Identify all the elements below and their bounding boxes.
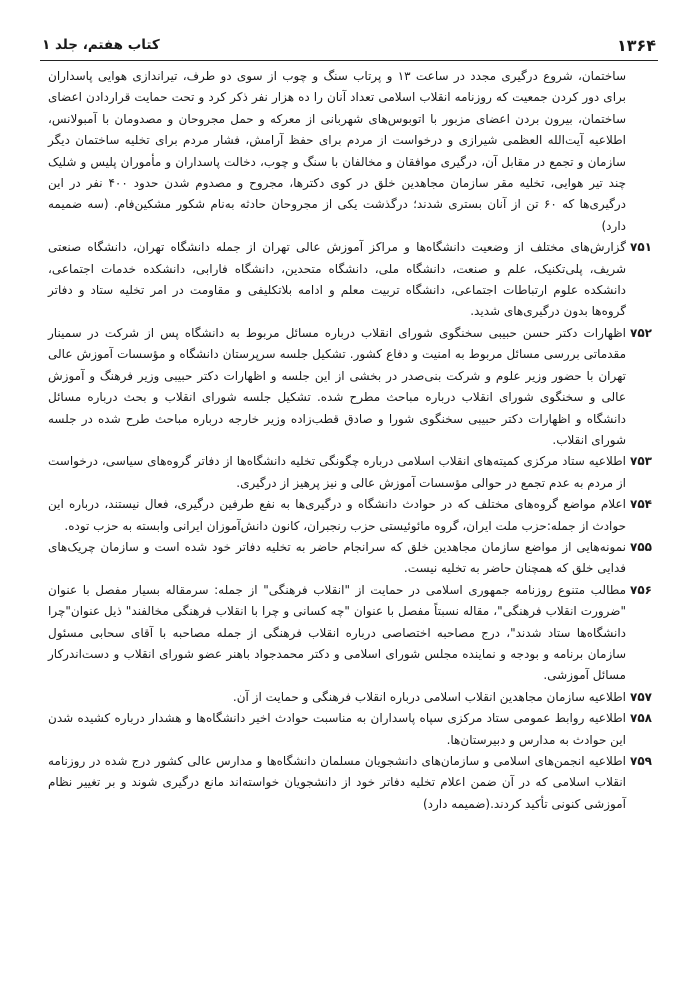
entry-text: گزارش‌های مختلف از وضعیت دانشگاه‌ها و مراکز آموزش عالی تهران از جمله دانشگاه تهران، دانشگاه صنعتی شریف، پلی‌تکنیک، علم و صنعت، دانشگاه ملی، دانشگاه متحدین، دانشگاه فارابی، دانشکده خدمات اجتماعی، دانشکده علوم ارتباطات اجتماعی، دانشگاه تربیت معلم و ادامه بلاتکلیفی و مقاومت در امر تخلیه ستاد و دفاتر گروه‌ها بدون درگیری‌های شدید. bbox=[48, 240, 626, 319]
entry-number: ۷۵۹ bbox=[630, 754, 652, 768]
body-text bbox=[48, 66, 652, 815]
entry-756 bbox=[48, 580, 652, 687]
entry-755 bbox=[48, 537, 652, 580]
entry-754 bbox=[48, 494, 652, 537]
entry-number: ۷۵۷ bbox=[630, 689, 652, 704]
intro-paragraph: ساختمان، شروع درگیری مجدد در ساعت ۱۳ و پرتاب سنگ و چوب از سوی دو طرف، تیراندازی هوایی پاسداران برای دور کردن جمعیت که روزنامه انقلاب اسلامی تعداد آنان را ده هزار نفر ذکر کرد و تحت حمایت قراردادن اعضای ساختمان، بیرون بردن اعضای مزبور با اتوبوس‌های شهربانی از معرکه و حمل مجروحان و مصدومان با آمبولانس، اطلاعیه آیت‌الله العظمی شیرازی و درخواست از مردم برای حفظ آرامش، فشار مردم برای تخلیه ساختمان دیگر سازمان و تجمع در مقابل آن، درگیری موافقان و مخالفان با سنگ و چوب، دخالت پاسداران و مأموران پلیس و شلیک چند تیر هوایی، تخلیه مقر سازمان مجاهدین خلق در کوی دکترها، مجروح و مصدوم شدن حدود ۴۰۰ نفر در این درگیری‌ها که ۶۰ تن از آنان بستری شدند؛ درگذشت یکی از مجروحان حادثه به‌نام شکور مشکین‌فام. (سه ضمیمه دارد) bbox=[48, 69, 627, 233]
entry-758 bbox=[48, 708, 652, 751]
entry-751 bbox=[48, 237, 652, 323]
entry-number: ۷۵۳ bbox=[630, 454, 652, 469]
entry-number: ۷۵۵ bbox=[630, 539, 652, 554]
entry-text: اعلام مواضع گروه‌های مختلف که در حوادث دانشگاه و درگیری‌ها به نفع طرفین درگیری، فعال نیستند، درباره این حوادث از جمله:حزب ملت ایران، گروه مائوئیستی حزب رنجبران، کانون دانش‌آموزان ایرانی وابسته به حزب توده. bbox=[48, 497, 626, 533]
entry-number: ۷۵۴ bbox=[630, 497, 652, 512]
entry-753 bbox=[48, 451, 652, 494]
entry-number: ۷۵۱ bbox=[630, 240, 652, 255]
entry-text: اطلاعیه روابط عمومی ستاد مرکزی سپاه پاسداران به مناسبت حوادث اخیر دانشگاه‌ها و هشدار درباره کشیده شدن این حوادث به مدارس و دبیرستان‌ها. bbox=[48, 711, 626, 747]
entry-number: ۷۵۲ bbox=[630, 325, 652, 340]
entry-number: ۷۵۸ bbox=[630, 711, 652, 726]
entry-text: اظهارات دکتر حسن حبیبی سخنگوی شورای انقلاب درباره مسائل مربوط به دانشگاه پس از شرکت در سمینار مقدماتی بررسی مسائل مربوط به امنیت و دفاع کشور. تشکیل جلسه سرپرستان دانشگاه و مؤسسات آموزش عالی تهران با حضور وزیر علوم و شرکت بنی‌صدر در بخشی از این جلسه و اظهارات دکتر حبیبی وزیر فرهنگ و آموزش عالی و سخنگوی شورای انقلاب درباره مباحث مطرح شده. تشکیل جلسه شورای انقلاب و بحث درباره مسائل دانشگاه و اظهارات دکتر حبیبی سخنگوی شورا و صادق قطب‌زاده وزیر خارجه درباره مباحث طرح شده در جلسه شورای انقلاب. bbox=[48, 325, 626, 447]
entry-757 bbox=[48, 687, 652, 708]
page-number: ۱۳۶۴ bbox=[616, 36, 656, 55]
entry-text: اطلاعیه انجمن‌های اسلامی و سازمان‌های دانشجویان مسلمان دانشگاه‌ها و مدارس عالی کشور درج شده در روزنامه انقلاب اسلامی که در آن ضمن اعلام تخلیه دفاتر خود از دانشجویان خواسته‌اند مانع درگیری شوند و بر تغییر نظام آموزشی کنونی تأکید کردند.(ضمیمه دارد) bbox=[48, 754, 626, 811]
entry-number: ۷۵۶ bbox=[630, 582, 652, 597]
entry-text: اطلاعیه ستاد مرکزی کمیته‌های انقلاب اسلامی درباره چگونگی تخلیه دانشگاه‌ها از دفاتر گروه‌های سیاسی، درخواست از مردم به عدم تجمع در حوالی مؤسسات آموزش عالی و نیز پرهیز از درگیری. bbox=[48, 454, 626, 490]
entry-text: مطالب متنوع روزنامه جمهوری اسلامی در حمایت از "انقلاب فرهنگی" از جمله: سرمقاله بسیار مفصل با عنوان "ضرورت انقلاب فرهنگی"، مقاله نسبتاً مفصل با عنوان "چه کسانی و چرا با انقلاب فرهنگی مخالفند" ذیل عنوان"چرا دانشگاه‌ها ستاد شدند"، درج مصاحبه اختصاصی درباره انقلاب فرهنگی از جمله مصاحبه با آقای سحابی مسئول سازمان برنامه و بودجه و نماینده مجلس شورای اسلامی و دکتر محمدجواد باهنر عضو شورای انقلاب و دست‌اندرکار مسائل آموزشی. bbox=[48, 582, 626, 683]
entry-text: نمونه‌هایی از مواضع سازمان مجاهدین خلق که سرانجام حاضر به تخلیه دفاتر خود شده است و سازمان چریک‌های فدایی خلق که همچنان حاضر به تخلیه نیست. bbox=[48, 539, 626, 576]
header-rule bbox=[40, 60, 658, 61]
entry-752 bbox=[48, 323, 652, 451]
entry-text: اطلاعیه سازمان مجاهدین انقلاب اسلامی درباره انقلاب فرهنگی و حمایت از آن. bbox=[232, 689, 626, 704]
entry-759 bbox=[48, 751, 652, 815]
page-header bbox=[40, 34, 658, 58]
book-title: کتاب هفتم، جلد ۱ bbox=[42, 37, 160, 53]
